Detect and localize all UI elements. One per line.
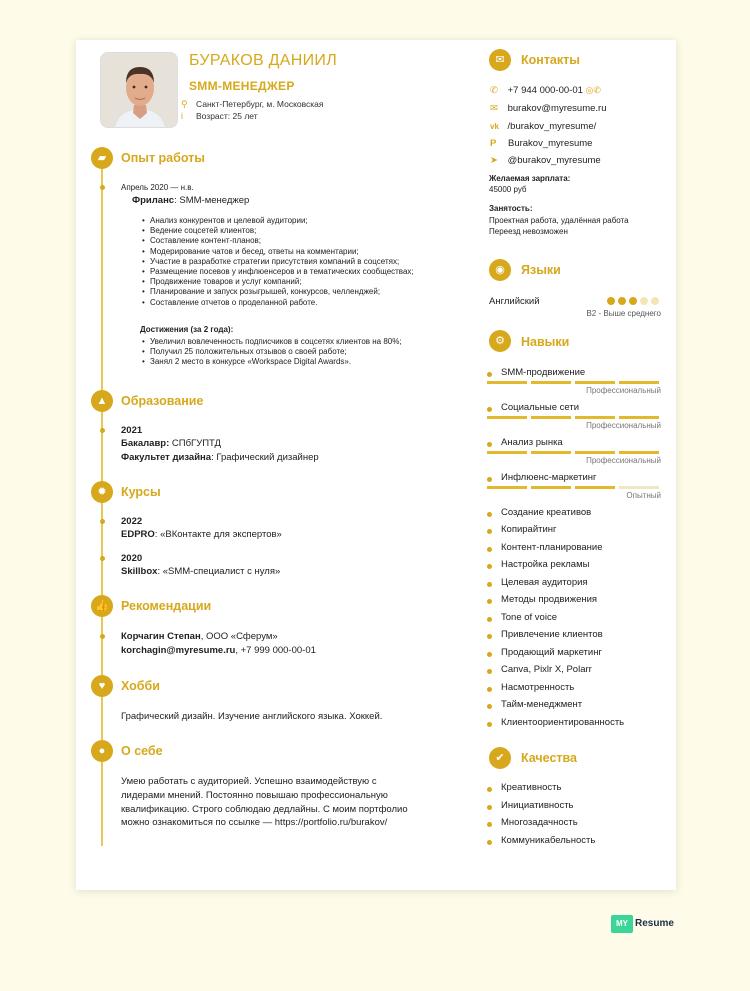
gears-icon: ⚙ bbox=[489, 330, 511, 352]
skill-item: Продающий маркетинг bbox=[501, 647, 602, 658]
skill-bar-segment bbox=[531, 451, 571, 454]
section-title-recommendations: Рекомендации bbox=[121, 599, 212, 613]
skill-item: Насмотренность bbox=[501, 682, 575, 693]
logo-resume-text: Resume bbox=[635, 918, 674, 929]
job-title: SMM-МЕНЕДЖЕР bbox=[189, 79, 295, 93]
list-item: • Планирование и запуск розыгрышей, конкурсов, челленджей; bbox=[142, 287, 414, 297]
vk-icon: vk bbox=[490, 122, 499, 131]
course-year: 2022 bbox=[121, 516, 143, 527]
quality-item: Инициативность bbox=[501, 800, 574, 811]
quality-item: Креативность bbox=[501, 782, 562, 793]
badge-icon: ✹ bbox=[91, 481, 113, 503]
rated-skill-name: Инфлюенс-маркетинг bbox=[501, 472, 597, 483]
timeline-dot bbox=[100, 634, 105, 639]
skill-bullet bbox=[487, 372, 494, 379]
recommendation-contact: korchagin@myresume.ru, +7 999 000-00-01 bbox=[121, 645, 316, 656]
course-title: EDPRO: «ВКонтакте для экспертов» bbox=[121, 529, 282, 540]
pinterest-icon: P bbox=[490, 138, 497, 149]
skill-bullet bbox=[487, 547, 494, 554]
employment-type: Проектная работа, удалённая работа bbox=[489, 216, 629, 225]
thumbs-up-icon: 👍 bbox=[91, 595, 113, 617]
skill-bullet bbox=[487, 634, 494, 641]
skill-bar-segment bbox=[575, 486, 615, 489]
skill-bullet bbox=[487, 477, 494, 484]
viber-icon: ✆ bbox=[593, 85, 601, 95]
education-year: 2021 bbox=[121, 425, 143, 436]
info-icon: i bbox=[181, 111, 183, 121]
checkbox-icon: ✔ bbox=[489, 747, 511, 769]
skill-bar-segment bbox=[619, 451, 659, 454]
skill-bullet bbox=[487, 722, 494, 729]
education-faculty: Факультет дизайна: Графический дизайнер bbox=[121, 452, 319, 463]
skill-bar-segment bbox=[487, 486, 527, 489]
logo-my-mark: MY bbox=[611, 915, 633, 933]
skill-item: Создание креативов bbox=[501, 507, 592, 518]
phone-icon: ✆ bbox=[490, 85, 498, 96]
envelope-icon: ✉ bbox=[489, 49, 511, 71]
briefcase-icon: ▰ bbox=[91, 147, 113, 169]
about-text: Умею работать с аудиторией. Успешно взаимодействую с лидерами мнений. Постоянно повышаю профессиональную квалификацию. Строго соблюдаю дедлайны. С моим портфолио можно ознакомиться по ссылке — https://portfolio.ru/burakov/ bbox=[121, 776, 408, 829]
whatsapp-icon: ◎ bbox=[585, 85, 594, 95]
rated-skill-name: Анализ рынка bbox=[501, 437, 563, 448]
relocation: Переезд невозможен bbox=[489, 227, 568, 236]
age: i Возраст: 25 лет bbox=[181, 111, 258, 121]
skill-item: Методы продвижения bbox=[501, 594, 598, 605]
section-title-education: Образование bbox=[121, 394, 204, 408]
skill-bar-segment bbox=[575, 451, 615, 454]
skill-bullet bbox=[487, 687, 494, 694]
skill-item: Копирайтинг bbox=[501, 524, 557, 535]
skill-item: Canva, Pixlr X, Polarr bbox=[501, 664, 592, 675]
quality-bullet bbox=[487, 787, 494, 794]
salary-value: 45000 руб bbox=[489, 185, 527, 194]
course-title: Skillbox: «SMM-специалист с нуля» bbox=[121, 566, 281, 577]
skill-bar-segment bbox=[575, 381, 615, 384]
list-item: • Размещение посевов у инфлюенсеров и в тематических сообществах; bbox=[142, 267, 414, 277]
skill-bullet bbox=[487, 564, 494, 571]
language-level: B2 - Выше среднего bbox=[586, 309, 661, 318]
list-item: • Составление отчетов о проделанной работе. bbox=[142, 298, 414, 308]
language-rating-dot bbox=[618, 297, 626, 305]
phone-contact: ✆ +7 944 000-00-01 ◎✆ bbox=[490, 85, 601, 96]
education-degree: Бакалавр: СПбГУПТД bbox=[121, 438, 221, 449]
rated-skill-name: SMM-продвижение bbox=[501, 367, 586, 378]
skill-bullet bbox=[487, 512, 494, 519]
quality-item: Коммуникабельность bbox=[501, 835, 596, 846]
mail-icon: ✉ bbox=[490, 103, 498, 114]
achievements-list bbox=[142, 337, 402, 368]
skill-bar-segment bbox=[487, 451, 527, 454]
heart-icon: ♥ bbox=[91, 675, 113, 697]
skill-bar-segment bbox=[619, 381, 659, 384]
skill-item: Клиентоориентированность bbox=[501, 717, 625, 728]
list-item: • Занял 2 место в конкурсе «Workspace Digital Awards». bbox=[142, 357, 402, 367]
resume-page bbox=[76, 40, 676, 890]
list-item: • Составление контент-планов; bbox=[142, 236, 414, 246]
hobby-text: Графический дизайн. Изучение английского языка. Хоккей. bbox=[121, 711, 383, 722]
timeline-dot bbox=[100, 428, 105, 433]
employment-label: Занятость: bbox=[489, 204, 533, 213]
list-item: • Участие в разработке стратегии присутствия компаний в соцсетях; bbox=[142, 257, 414, 267]
recommendation-person: Корчагин Степан, ООО «Сферум» bbox=[121, 631, 278, 642]
location: ⚲ Санкт-Петербург, м. Московская bbox=[181, 99, 324, 109]
skill-bar-segment bbox=[531, 486, 571, 489]
section-title-experience: Опыт работы bbox=[121, 151, 205, 165]
list-item: • Продвижение товаров и услуг компаний; bbox=[142, 277, 414, 287]
skill-bullet bbox=[487, 599, 494, 606]
skill-bar-segment bbox=[575, 416, 615, 419]
section-title-courses: Курсы bbox=[121, 485, 161, 499]
skill-bullet bbox=[487, 582, 494, 589]
skill-item: Контент-планирование bbox=[501, 542, 603, 553]
graduation-cap-icon: ▲ bbox=[91, 390, 113, 412]
skill-item: Тайм-менеджмент bbox=[501, 699, 583, 710]
skill-level: Профессиональный bbox=[586, 456, 661, 465]
timeline-dot bbox=[100, 556, 105, 561]
telegram-contact: ➤ @burakov_myresume bbox=[490, 155, 601, 166]
section-title-languages: Языки bbox=[521, 263, 561, 277]
skill-bar-segment bbox=[487, 416, 527, 419]
skill-item: Целевая аудитория bbox=[501, 577, 588, 588]
language-rating-dot bbox=[651, 297, 659, 305]
person-icon: ● bbox=[91, 740, 113, 762]
language-rating-dot bbox=[607, 297, 615, 305]
skill-bullet bbox=[487, 407, 494, 414]
location-pin-icon: ⚲ bbox=[181, 99, 188, 109]
list-item: • Модерирование чатов и бесед, ответы на комментарии; bbox=[142, 247, 414, 257]
section-title-contacts: Контакты bbox=[521, 53, 580, 67]
timeline-dot bbox=[100, 519, 105, 524]
experience-period: Апрель 2020 — н.в. bbox=[121, 183, 194, 192]
skill-bar-segment bbox=[487, 381, 527, 384]
timeline-dot bbox=[100, 185, 105, 190]
skill-bullet bbox=[487, 617, 494, 624]
section-title-skills: Навыки bbox=[521, 335, 570, 349]
rated-skill-name: Социальные сети bbox=[501, 402, 580, 413]
salary-label: Желаемая зарплата: bbox=[489, 174, 571, 183]
skill-bullet bbox=[487, 529, 494, 536]
experience-duties bbox=[142, 216, 414, 308]
section-title-qualities: Качества bbox=[521, 751, 578, 765]
language-name: Английский bbox=[489, 296, 540, 307]
skill-level: Опытный bbox=[626, 491, 661, 500]
quality-item: Многозадачность bbox=[501, 817, 578, 828]
skill-level: Профессиональный bbox=[586, 421, 661, 430]
skill-item: Tone of voice bbox=[501, 612, 557, 623]
list-item: • Анализ конкурентов и целевой аудитории; bbox=[142, 216, 414, 226]
full-name: БУРАКОВ ДАНИИЛ bbox=[189, 52, 338, 69]
skill-bullet bbox=[487, 652, 494, 659]
section-title-hobby: Хобби bbox=[121, 679, 160, 693]
skill-item: Привлечение клиентов bbox=[501, 629, 603, 640]
skill-bar-segment bbox=[619, 486, 659, 489]
globe-icon: ◉ bbox=[489, 259, 511, 281]
skill-bar-segment bbox=[531, 381, 571, 384]
experience-company: Фриланс: SMM-менеджер bbox=[132, 195, 250, 206]
quality-bullet bbox=[487, 822, 494, 829]
profile-photo bbox=[100, 52, 178, 128]
skill-bullet bbox=[487, 704, 494, 711]
list-item: • Ведение соцсетей клиентов; bbox=[142, 226, 414, 236]
quality-bullet bbox=[487, 840, 494, 847]
skill-bar-segment bbox=[619, 416, 659, 419]
skill-level: Профессиональный bbox=[586, 386, 661, 395]
vk-contact: vk /burakov_myresume/ bbox=[490, 121, 597, 132]
list-item: • Получил 25 положительных отзывов о своей работе; bbox=[142, 347, 402, 357]
skill-bullet bbox=[487, 442, 494, 449]
skill-bar-segment bbox=[531, 416, 571, 419]
telegram-icon: ➤ bbox=[490, 155, 498, 166]
language-rating-dot bbox=[640, 297, 648, 305]
course-year: 2020 bbox=[121, 553, 143, 564]
pinterest-contact: P Burakov_myresume bbox=[490, 138, 593, 149]
email-contact: ✉ burakov@myresume.ru bbox=[490, 103, 607, 114]
quality-bullet bbox=[487, 805, 494, 812]
skill-item: Настройка рекламы bbox=[501, 559, 590, 570]
language-rating-dot bbox=[629, 297, 637, 305]
section-title-about: О себе bbox=[121, 744, 163, 758]
list-item: • Увеличил вовлеченность подписчиков в соцсетях клиентов на 80%; bbox=[142, 337, 402, 347]
achievements-title: Достижения (за 2 года): bbox=[140, 325, 234, 334]
skill-bullet bbox=[487, 669, 494, 676]
